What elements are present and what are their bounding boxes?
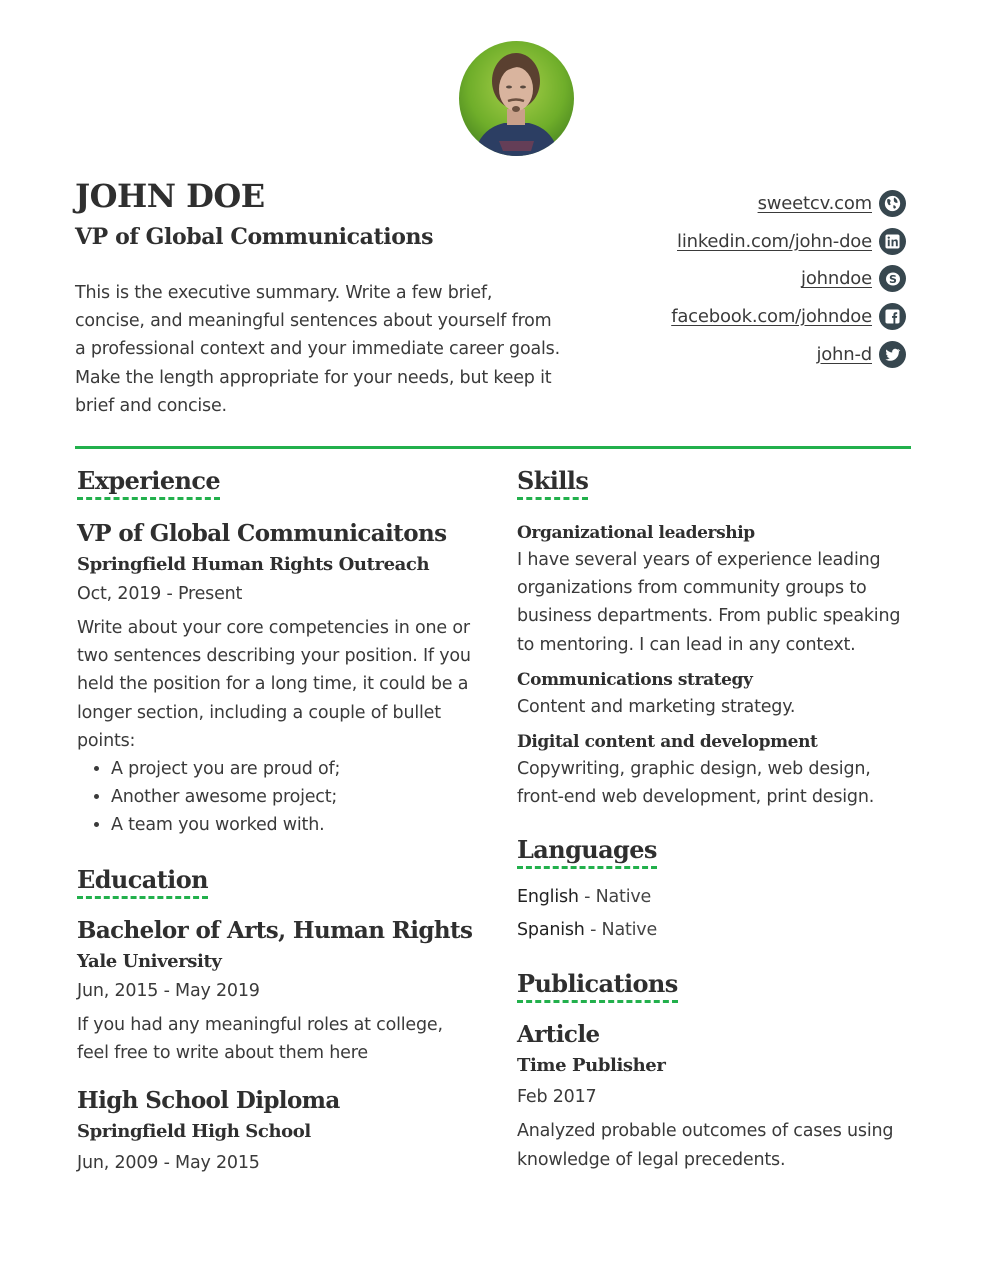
language-level: Native [595,887,652,908]
skills-section [517,466,917,811]
education-dates: Jun, 2009 - May 2015 [77,1153,260,1174]
left-column [77,466,477,1177]
language-name: Spanish [517,920,585,941]
contact-facebook [576,298,906,336]
experience-entry [77,518,477,839]
skill-description: I have several years of experience leading organizations from community groups to business departments. From public speaking to mentoring. I can lead in any context. [517,550,901,655]
header-divider [75,446,911,449]
publication-date: Feb 2017 [517,1087,597,1108]
employer: Springfield Human Rights Outreach [77,554,430,575]
publication-entry [517,1019,917,1173]
skill-item [517,520,917,659]
right-column [517,466,917,1174]
profile-photo [459,41,574,156]
skill-item [517,729,917,811]
education-heading: Education [77,865,208,899]
education-entry [77,1085,477,1177]
language-item [517,914,917,947]
publication-title: Article [517,1021,600,1049]
degree-title: High School Diploma [77,1087,340,1115]
experience-section [77,466,477,839]
facebook-link[interactable]: facebook.com/johndoe [671,306,872,328]
education-entry [77,915,477,1067]
bullet-item: • Another awesome project; [111,783,477,811]
job-bullets [77,755,477,839]
languages-section [517,835,917,947]
publications-section [517,969,917,1173]
skype-icon [879,265,906,292]
publication-description: Analyzed probable outcomes of cases using knowledge of legal precedents. [517,1121,894,1170]
school-name: Springfield High School [77,1121,311,1143]
language-separator: - [578,887,596,908]
twitter-icon [879,341,906,368]
skill-description: Content and marketing strategy. [517,696,796,717]
experience-heading: Experience [77,466,220,500]
twitter-link[interactable]: john-d [816,343,872,365]
language-separator: - [584,920,602,941]
skype-link[interactable]: johndoe [801,268,872,290]
publication-publisher: Time Publisher [517,1055,666,1077]
languages-heading: Languages [517,835,657,869]
skill-item [517,667,917,721]
job-description: Write about your core competencies in one or two sentences describing your position. If you held the position for a long time, it could be a longer section, including a couple of bullet points: [77,618,471,751]
contact-skype [576,260,906,298]
job-title: VP of Global Communicaitons [77,520,447,547]
school-name: Yale University [77,951,222,973]
language-name: English [517,887,579,908]
skill-name: Organizational leadership [517,523,755,543]
executive-summary: This is the executive summary. Write a few brief, concise, and meaningful sentences about yourself from a professional context and your immediate career goals. Make the length appropriate for your needs, but keep it brief and concise. [75,283,560,416]
language-level: Native [601,920,658,941]
facebook-icon [879,303,906,330]
bullet-item: • A team you worked with. [111,811,477,839]
candidate-title: VP of Global Communications [75,224,434,250]
education-dates: Jun, 2015 - May 2019 [77,981,260,1002]
skill-description: Copywriting, graphic design, web design, front-end web development, print design. [517,759,875,808]
bullet-item: • A project you are proud of; [111,755,477,783]
website-link[interactable]: sweetcv.com [757,193,872,215]
contact-website [576,185,906,223]
contact-linkedin [576,223,906,261]
language-list [517,881,917,947]
contact-list [576,185,906,373]
degree-title: Bachelor of Arts, Human Rights [77,917,473,945]
education-description: If you had any meaningful roles at college, feel free to write about them here [77,1015,443,1064]
avatar [459,41,574,156]
linkedin-link[interactable]: linkedin.com/john-doe [677,230,872,252]
skill-name: Communications strategy [517,669,753,690]
skills-heading: Skills [517,466,588,500]
svg-text:S: S [888,272,897,286]
globe-icon [879,190,906,217]
publications-heading: Publications [517,969,678,1003]
candidate-name: JOHN DOE [75,177,265,215]
education-section [77,865,477,1177]
skill-name: Digital content and development [517,732,818,753]
language-item [517,881,917,914]
job-dates: Oct, 2019 - Present [77,584,243,604]
contact-twitter [576,335,906,373]
linkedin-icon [879,228,906,255]
